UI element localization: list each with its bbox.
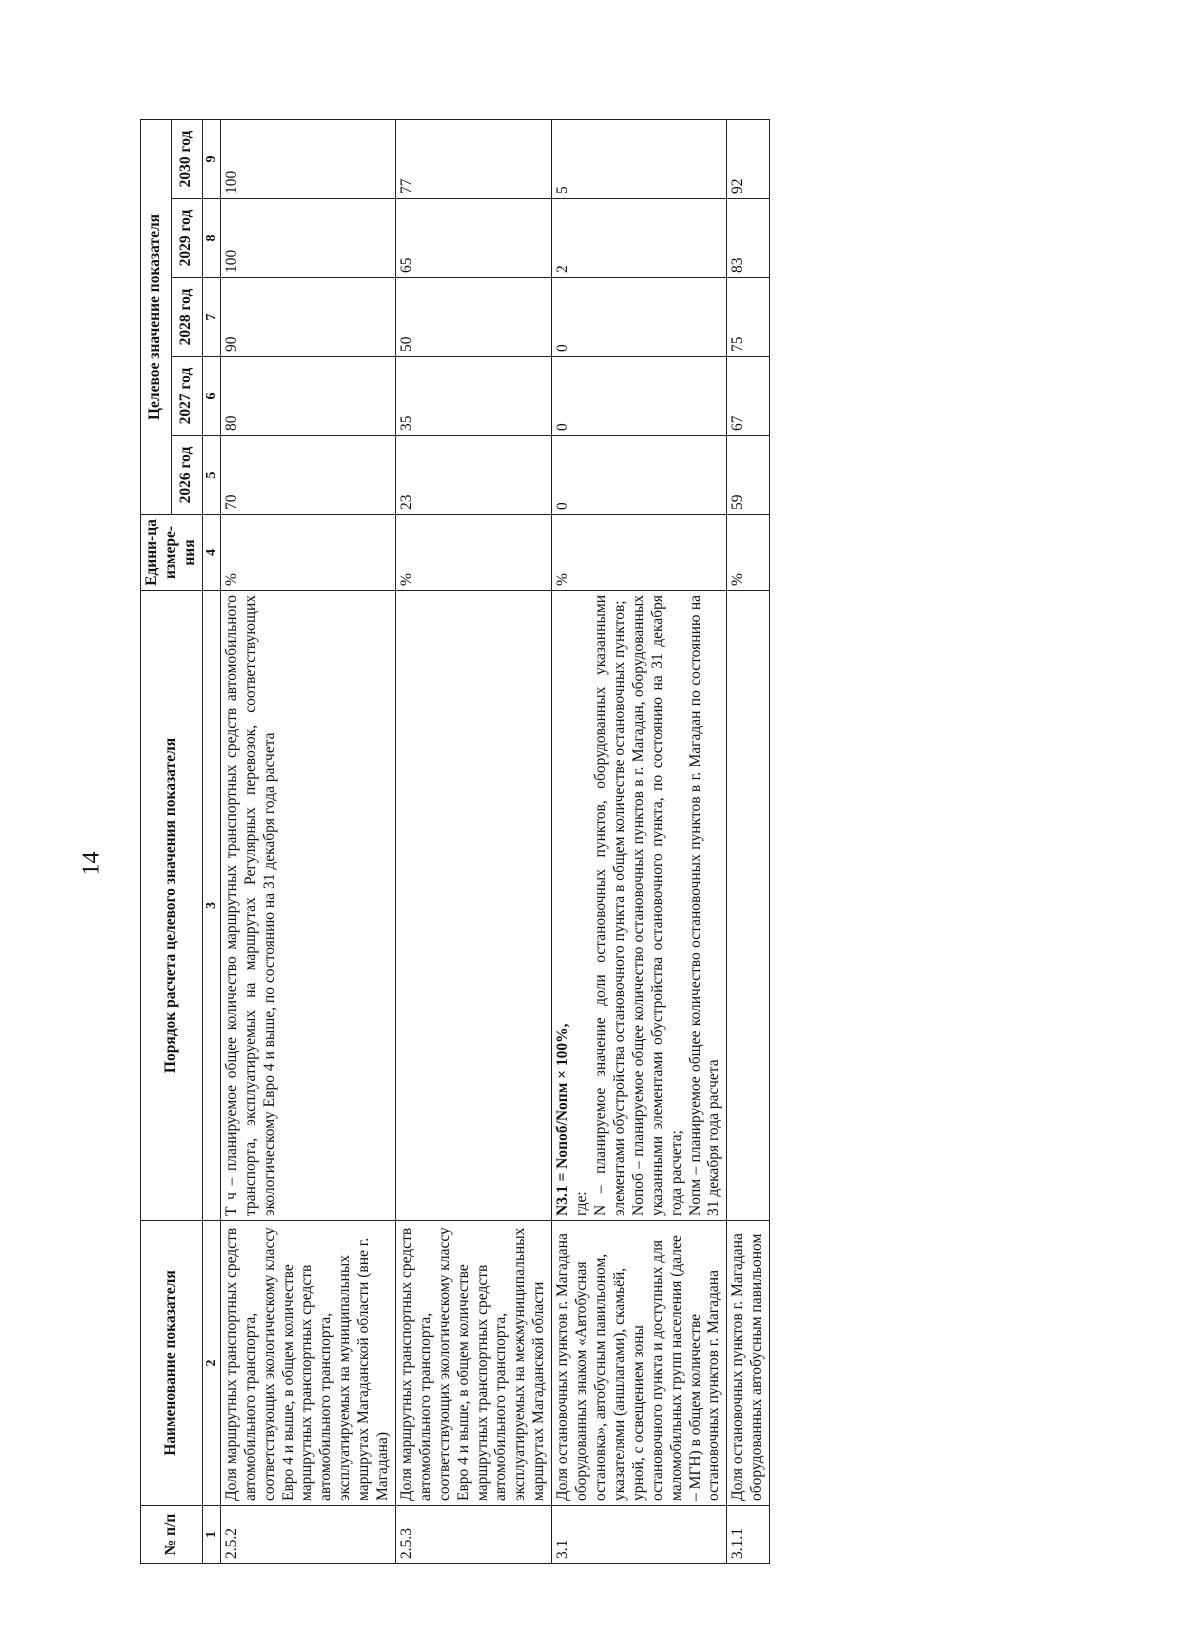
column-number: 2 (202, 1221, 220, 1506)
header-num: № п/п (141, 1506, 203, 1564)
header-year: 2029 год (171, 199, 202, 278)
value-2026: 70 (220, 436, 395, 515)
value-2028: 75 (727, 278, 770, 357)
header-year: 2027 год (171, 357, 202, 436)
calc-method: Т ч – планируемое общее количество маршрутных транспортных средств автомобильного транспорта, эксплуатируемых на маршрутах Регулярных перевозок, соответствующих экологическому Евро 4 и выше, по состоянию на 31 декабря года расчета (220, 591, 395, 1221)
header-year: 2030 год (171, 119, 202, 198)
header-row-1 (141, 119, 172, 1563)
header-calc: Порядок расчета целевого значения показателя (141, 591, 203, 1221)
calc-method (552, 591, 727, 1221)
value-2028: 90 (220, 278, 395, 357)
calc-method (395, 591, 551, 1221)
table-row (220, 119, 395, 1563)
value-2030: 77 (395, 119, 551, 198)
value-2026: 59 (727, 436, 770, 515)
header-unit: Едини-ца измере-ния (141, 515, 203, 591)
header-name: Наименование показателя (141, 1221, 203, 1506)
calc-method (727, 591, 770, 1221)
header-year: 2028 год (171, 278, 202, 357)
header-target: Целевое значение показателя (141, 119, 172, 514)
value-2029: 65 (395, 199, 551, 278)
indicator-name: Доля остановочных пунктов г. Магадана оборудованных автобусным павильоном (727, 1221, 770, 1506)
table-row (552, 119, 727, 1563)
calc-where: где: (573, 1191, 591, 1216)
column-number: 1 (202, 1506, 220, 1564)
table-row (727, 119, 770, 1563)
row-number: 2.5.3 (395, 1506, 551, 1564)
calc-line: Nопоб – планируемое общее количество остановочных пунктов в г. Магадан, оборудованных указанными элементами обустройства остановочного пункта, по состоянию на 31 декабря года расчета; (629, 595, 685, 1216)
column-number: 8 (202, 199, 220, 278)
calc-line: Nопм – планируемое общее количество остановочных пунктов в г. Магадан по состоянию на 31 декабря года расчета (686, 595, 723, 1216)
rotated-table-container (140, 119, 770, 1564)
value-2030: 92 (727, 119, 770, 198)
indicators-table (140, 119, 770, 1564)
calc-line: N – планируемое значение доли остановочных пунктов, оборудованных указанными элементами обустройства остановочного пункта в общем количестве остановочных пунктов; (592, 595, 628, 1216)
table-row (395, 119, 551, 1563)
page-number: 14 (78, 851, 105, 876)
row-number: 3.1 (552, 1506, 727, 1564)
column-number: 6 (202, 357, 220, 436)
value-2028: 50 (395, 278, 551, 357)
value-2027: 80 (220, 357, 395, 436)
unit-cell: % (552, 515, 727, 591)
value-2030: 100 (220, 119, 395, 198)
calc-formula: N3.1 = Nопоб/Nопм × 100%, (554, 1023, 572, 1216)
value-2027: 67 (727, 357, 770, 436)
column-number: 4 (202, 515, 220, 591)
row-number: 3.1.1 (727, 1506, 770, 1564)
unit-cell: % (220, 515, 395, 591)
header-year: 2026 год (171, 436, 202, 515)
value-2029: 100 (220, 199, 395, 278)
value-2028: 0 (552, 278, 727, 357)
value-2027: 35 (395, 357, 551, 436)
value-2026: 0 (552, 436, 727, 515)
unit-cell: % (395, 515, 551, 591)
value-2027: 0 (552, 357, 727, 436)
value-2026: 23 (395, 436, 551, 515)
row-number: 2.5.2 (220, 1506, 395, 1564)
indicator-name: Доля остановочных пунктов г. Магадана оборудованных знаком «Автобусная остановка», автобусным павильоном, указателями (аншлагами), скамьёй, урной, с освещением зоны остановочного пункта и доступных для маломобильных групп населения (далее – МГН) в общем количестве остановочных пунктов г. Магадана (552, 1221, 727, 1506)
indicator-name: Доля маршрутных транспортных средств автомобильного транспорта, соответствующих экологическому классу Евро 4 и выше, в общем количестве маршрутных транспортных средств автомобильного транспорта, эксплуатируемых на межмуниципальных маршрутах Магаданской области (395, 1221, 551, 1506)
column-number: 7 (202, 278, 220, 357)
column-number: 5 (202, 436, 220, 515)
column-numbers-row (202, 119, 220, 1563)
column-number: 3 (202, 591, 220, 1221)
value-2030: 5 (552, 119, 727, 198)
indicator-name: Доля маршрутных транспортных средств автомобильного транспорта, соответствующих экологическому классу Евро 4 и выше, в общем количестве маршрутных транспортных средств автомобильного транспорта, эксплуатируемых на муниципальных маршрутах Магаданской области (вне г. Магадана) (220, 1221, 395, 1506)
value-2029: 83 (727, 199, 770, 278)
value-2029: 2 (552, 199, 727, 278)
unit-cell: % (727, 515, 770, 591)
column-number: 9 (202, 119, 220, 198)
